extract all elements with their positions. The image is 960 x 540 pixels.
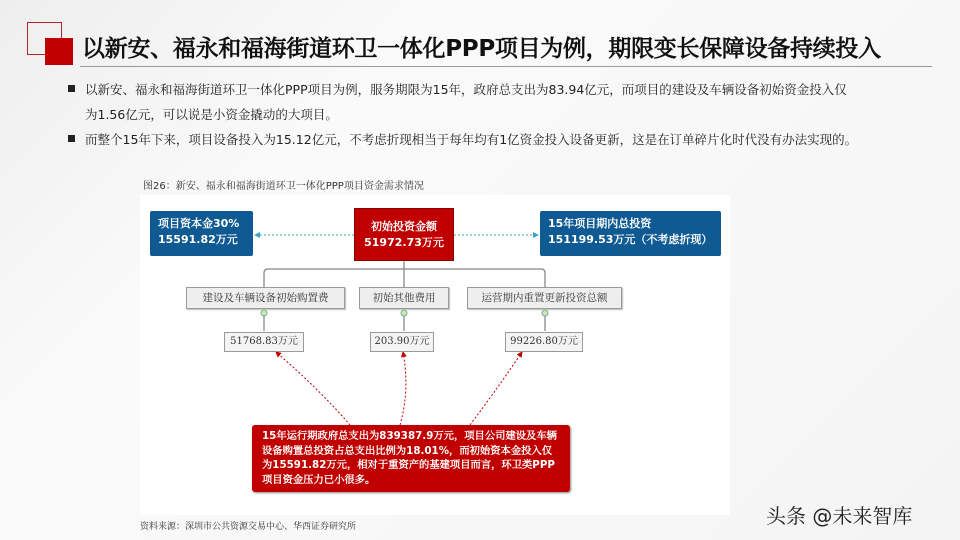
category-box: 运营期内重置更新投资总额	[467, 287, 622, 309]
value-box: 99226.80万元	[505, 332, 583, 352]
total-investment-label: 15年项目期内总投资	[548, 217, 652, 230]
figure-caption: 图26：新安、福永和福海街道环卫一体化PPP项目资金需求情况	[143, 181, 424, 192]
category-box: 初始其他费用	[359, 287, 449, 309]
red-arrow-1	[276, 352, 350, 425]
initial-investment-box	[354, 208, 454, 261]
value-box: 203.90万元	[370, 332, 434, 352]
initial-investment-label: 初始投资金额	[371, 220, 437, 233]
total-investment-value: 151199.53万元（不考虑折现）	[548, 233, 713, 246]
source-note: 资料来源：深圳市公共资源交易中心、华西证券研究所	[140, 522, 357, 532]
total-investment-box	[540, 211, 721, 256]
capital-box	[150, 211, 253, 256]
watermark: 头条 @未来智库	[766, 504, 913, 528]
node-dot	[542, 310, 548, 316]
category-box: 建设及车辆设备初始购置费	[186, 287, 345, 309]
summary-note-box: 15年运行期政府总支出为839387.9万元，项目公司建设及车辆设备购置总投资占总支出比例为18.01%，而初始资本金投入仅为15591.82万元，相对于重资产的基建项目而言，环卫类PPP项目资金压力已小很多。	[252, 425, 570, 492]
value-box: 51768.83万元	[224, 332, 304, 352]
initial-investment-value: 51972.73万元	[364, 236, 444, 249]
node-dot	[261, 310, 267, 316]
red-arrow-3	[470, 352, 522, 425]
red-arrow-2	[400, 352, 406, 425]
tree-connector	[264, 262, 545, 287]
page-title: 以新安、福永和福海街道环卫一体化PPP项目为例，期限变长保障设备持续投入	[82, 36, 881, 62]
node-dot	[401, 310, 407, 316]
capital-value: 15591.82万元	[158, 233, 238, 246]
bullet-1-continued: 为1.56亿元，可以说是小资金撬动的大项目。	[85, 107, 338, 122]
bullet-text: 而整个15年下来，项目设备投入为15.12亿元，不考虑折现相当于每年均有1亿资金投入设备更新，这是在订单碎片化时代没有办法实现的。	[85, 132, 858, 147]
capital-label: 项目资本金30%	[158, 217, 240, 230]
bullet-text: 以新安、福永和福海街道环卫一体化PPP项目为例，服务期限为15年，政府总支出为83.94亿元，而项目的建设及车辆设备初始资金投入仅	[85, 82, 847, 97]
